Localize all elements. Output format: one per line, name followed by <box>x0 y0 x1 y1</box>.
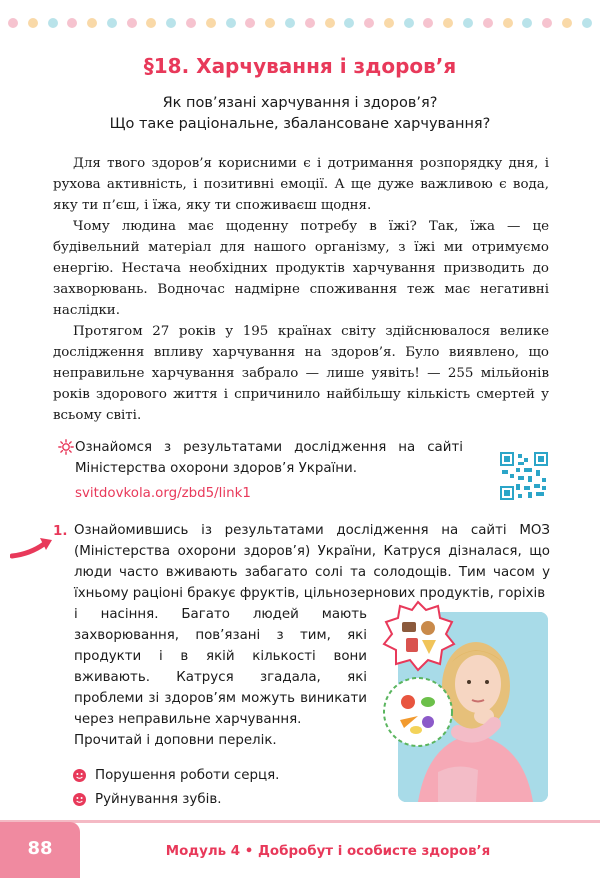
task-number: 1. <box>53 524 68 539</box>
bullet-text: Руйнування зубів. <box>95 791 222 807</box>
question-1: Як пов’язані харчування і здоров’я? <box>162 95 438 111</box>
sweets-thought-bubble <box>378 598 458 678</box>
bullet-text: Порушення роботи серця. <box>95 767 280 783</box>
decorative-dot <box>562 18 572 28</box>
decorative-dot <box>186 18 196 28</box>
decorative-dot <box>384 18 394 28</box>
body-text <box>53 153 549 426</box>
section-title: §18. Харчування і здоров’я <box>143 54 457 78</box>
smile-icon <box>73 793 86 806</box>
decorative-dot <box>67 18 77 28</box>
list-item <box>73 763 279 787</box>
decorative-dot <box>443 18 453 28</box>
decorative-dot <box>325 18 335 28</box>
decorative-dot <box>503 18 513 28</box>
info-text: Ознайомся з результатами дослідження на сайті Міністерства охорони здоров’я України. <box>75 440 463 476</box>
decorative-dot <box>404 18 414 28</box>
decorative-dot <box>463 18 473 28</box>
footer-divider <box>0 820 600 823</box>
task-prompt: Прочитай і доповни перелік. <box>74 733 277 748</box>
smile-icon <box>73 769 86 782</box>
decorative-dot <box>206 18 216 28</box>
paragraph: Чому людина має щоденну потребу в їжі? Так, їжа — це будівельний матеріал для нашого організму, з їжі ми отримуємо енергію. Нестача необхідних продуктів харчування призводить до захворювань. Водночас надмірне споживання теж має негативні наслідки. <box>53 219 549 318</box>
decorative-dot <box>28 18 38 28</box>
decorative-dot <box>226 18 236 28</box>
page-footer <box>0 820 600 878</box>
paragraph: Для твого здоров’я корисними є і дотримання розпорядку дня, і рухова активність, і позитивні емоції. А ще дуже важливою є вода, яку ти п’єш, і їжа, яку ти споживаєш щодня. <box>53 156 549 213</box>
decorative-dot <box>483 18 493 28</box>
decorative-dot <box>305 18 315 28</box>
decorative-dot <box>146 18 156 28</box>
arrow-icon <box>10 536 54 562</box>
decorative-dot <box>107 18 117 28</box>
decorative-dot <box>344 18 354 28</box>
decorative-dot <box>364 18 374 28</box>
module-title: Модуль 4 • Добробут і особисте здоров’я <box>165 844 491 859</box>
decorative-dot <box>127 18 137 28</box>
page-number: 88 <box>27 838 53 859</box>
bullet-list <box>73 763 279 811</box>
section-questions <box>0 93 600 135</box>
decorative-dot <box>265 18 275 28</box>
info-box <box>58 437 463 504</box>
decorative-dot <box>423 18 433 28</box>
decorative-dot <box>245 18 255 28</box>
task-text-continued: і насіння. Багато людей мають захворювання, пов’язані з тим, які продукти і в якій кількості вони вживають. Катруся згадала, які проблеми зі здоров’ям можуть виникати через неправильне харчування. <box>74 607 367 727</box>
decorative-dot <box>582 18 592 28</box>
sun-icon <box>58 439 74 455</box>
list-item <box>73 787 279 811</box>
decorative-dot <box>285 18 295 28</box>
decorative-dot <box>166 18 176 28</box>
decorative-dot <box>87 18 97 28</box>
question-2: Що таке раціональне, збалансоване харчування? <box>109 116 491 132</box>
decorative-dot <box>542 18 552 28</box>
info-link[interactable]: svitdovkola.org/zbd5/link1 <box>75 486 251 501</box>
decorative-dots-row <box>8 18 592 28</box>
paragraph: Протягом 27 років у 195 країнах світу здійснювалося велике дослідження впливу харчування на здоров’я. Було виявлено, що неправильне харчування забрало — лише уявіть! — 255 мільйонів років здорового життя і спричинило найбільшу кількість смертей у всьому світі. <box>53 324 549 423</box>
decorative-dot <box>522 18 532 28</box>
task-text: Ознайомившись із результатами дослідження на сайті МОЗ (Міністерства охорони здоров’я) України, Катруся дізналася, що люди часто вживають забагато солі та солодощів. Тим часом у їхньому раціоні бракує фруктів, цільнозернових продуктів, горіхів <box>74 523 550 601</box>
decorative-dot <box>48 18 58 28</box>
healthy-food-bubble <box>378 672 458 752</box>
decorative-dot <box>8 18 18 28</box>
qr-code-icon[interactable] <box>500 452 548 500</box>
